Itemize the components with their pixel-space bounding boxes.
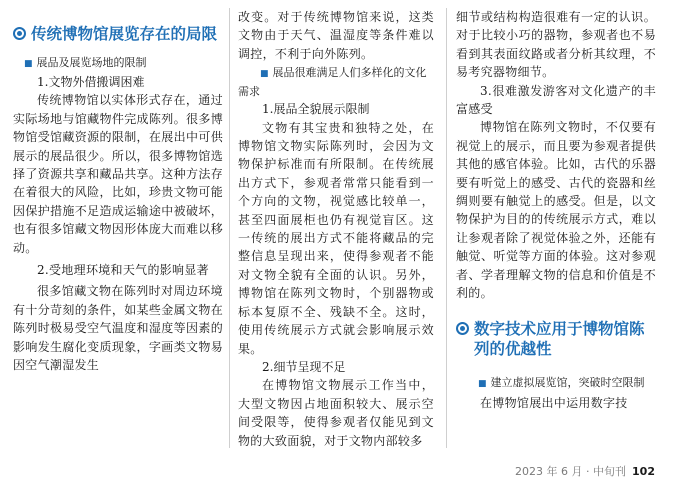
- square-bullet-icon: ■: [24, 59, 33, 69]
- item-heading: 3.很难激发游客对文化遗产的丰富感受: [456, 83, 656, 117]
- item-heading: 2.细节呈现不足: [262, 359, 346, 374]
- paragraph: 改变。对于传统博物馆来说，这类文物由于天气、温湿度等条件难以调控，不利于向外陈列。: [238, 10, 434, 61]
- target-bullet-icon: [456, 322, 469, 335]
- subheading: [456, 373, 656, 394]
- section-heading: [456, 319, 656, 359]
- paragraph: 很多馆藏文物在陈列时对周边环境有十分苛刻的条件，如某些金属文物在陈列时极易受空气温度和湿度等因素的影响发生腐化变质现象，字画类文物易因空气潮湿发生: [13, 284, 223, 373]
- subheading-text: 展品很难满足人们多样化的文化需求: [238, 66, 427, 99]
- item-heading: 1.展品全貌展示限制: [262, 102, 370, 117]
- square-bullet-icon: ■: [478, 378, 487, 389]
- page-footer: [515, 463, 655, 479]
- target-bullet-icon: [13, 27, 26, 40]
- section-heading-text: 数字技术应用于博物馆陈列的优越性: [474, 319, 645, 358]
- subheading-text: 建立虚拟展览馆，突破时空限制: [490, 375, 645, 389]
- issue-label: 2023 年 6 月 · 中旬刊: [515, 465, 627, 478]
- paragraph: 细节或结构构造很难有一定的认识。对于比较小巧的器物，参观者也不易看到其表面纹路或者分析其纹理，不易考究器物细节。: [456, 10, 656, 80]
- square-bullet-icon: ■: [260, 69, 269, 80]
- item-heading: 1.文物外借搬调困难: [37, 75, 145, 89]
- subheading-text: 展品及展览场地的限制: [36, 56, 147, 69]
- column-3: [456, 8, 656, 412]
- section-heading-text: 传统博物馆展览存在的局限: [31, 25, 218, 43]
- column-divider: [229, 8, 230, 448]
- paragraph: 在博物馆展出中运用数字技: [480, 395, 628, 410]
- column-2: [238, 8, 434, 450]
- paragraph: 传统博物馆以实体形式存在，通过实际场地与馆藏物件完成陈列。很多博物馆受馆藏资源的限制，在展出中可供展示的展品很少。所以，很多博物馆选择了资源共享和藏品共享。这种方法存在着很大的风险，比如，珍贵文物可能因保护措施不足造成运输途中被破坏，也有很多馆藏文物因形体庞大而难以移动。: [13, 93, 223, 255]
- paragraph: 在博物馆文物展示工作当中，大型文物因占地面积较大、展示空间受限等，使得参观者仅能见到文物的大致面貌，对于文物内部较多: [238, 378, 434, 448]
- subheading: [13, 54, 223, 73]
- subheading: [238, 64, 434, 100]
- page-number: 102: [632, 465, 655, 478]
- column-divider: [446, 8, 447, 448]
- paragraph: 博物馆在陈列文物时，不仅要有视觉上的展示，而且要为参观者提供其他的感官体验。比如，古代的乐器要有听觉上的感受、古代的瓷器和丝绸则要有触觉上的感受。但是，以文物保护为目的的传统展示方式，难以让参观者除了视觉体验之外，还能有触觉、听觉等方面的体验。这对参观者、学者理解文物的信息和价值是不利的。: [456, 120, 656, 301]
- column-1: [13, 8, 223, 375]
- paragraph: 文物有其宝贵和独特之处，在博物馆文物实际陈列时，会因为文物保护标准而有所限制。在传统展出方式下，参观者常常只能看到一个方向的文物，视觉感比较单一，甚至四面展柜也仍有视觉盲区。这一传统的展出方式不能将藏品的完整信息呈现出来，使得参观者不能对文物全貌有全面的认识。另外，博物馆在陈列文物时，个别器物或标本复原不全、残缺不全。这时，使用传统展示方式就会影响展示效果。: [238, 120, 434, 356]
- section-heading: [13, 24, 223, 44]
- item-heading: 2.受地理环境和天气的影响显著: [37, 263, 209, 278]
